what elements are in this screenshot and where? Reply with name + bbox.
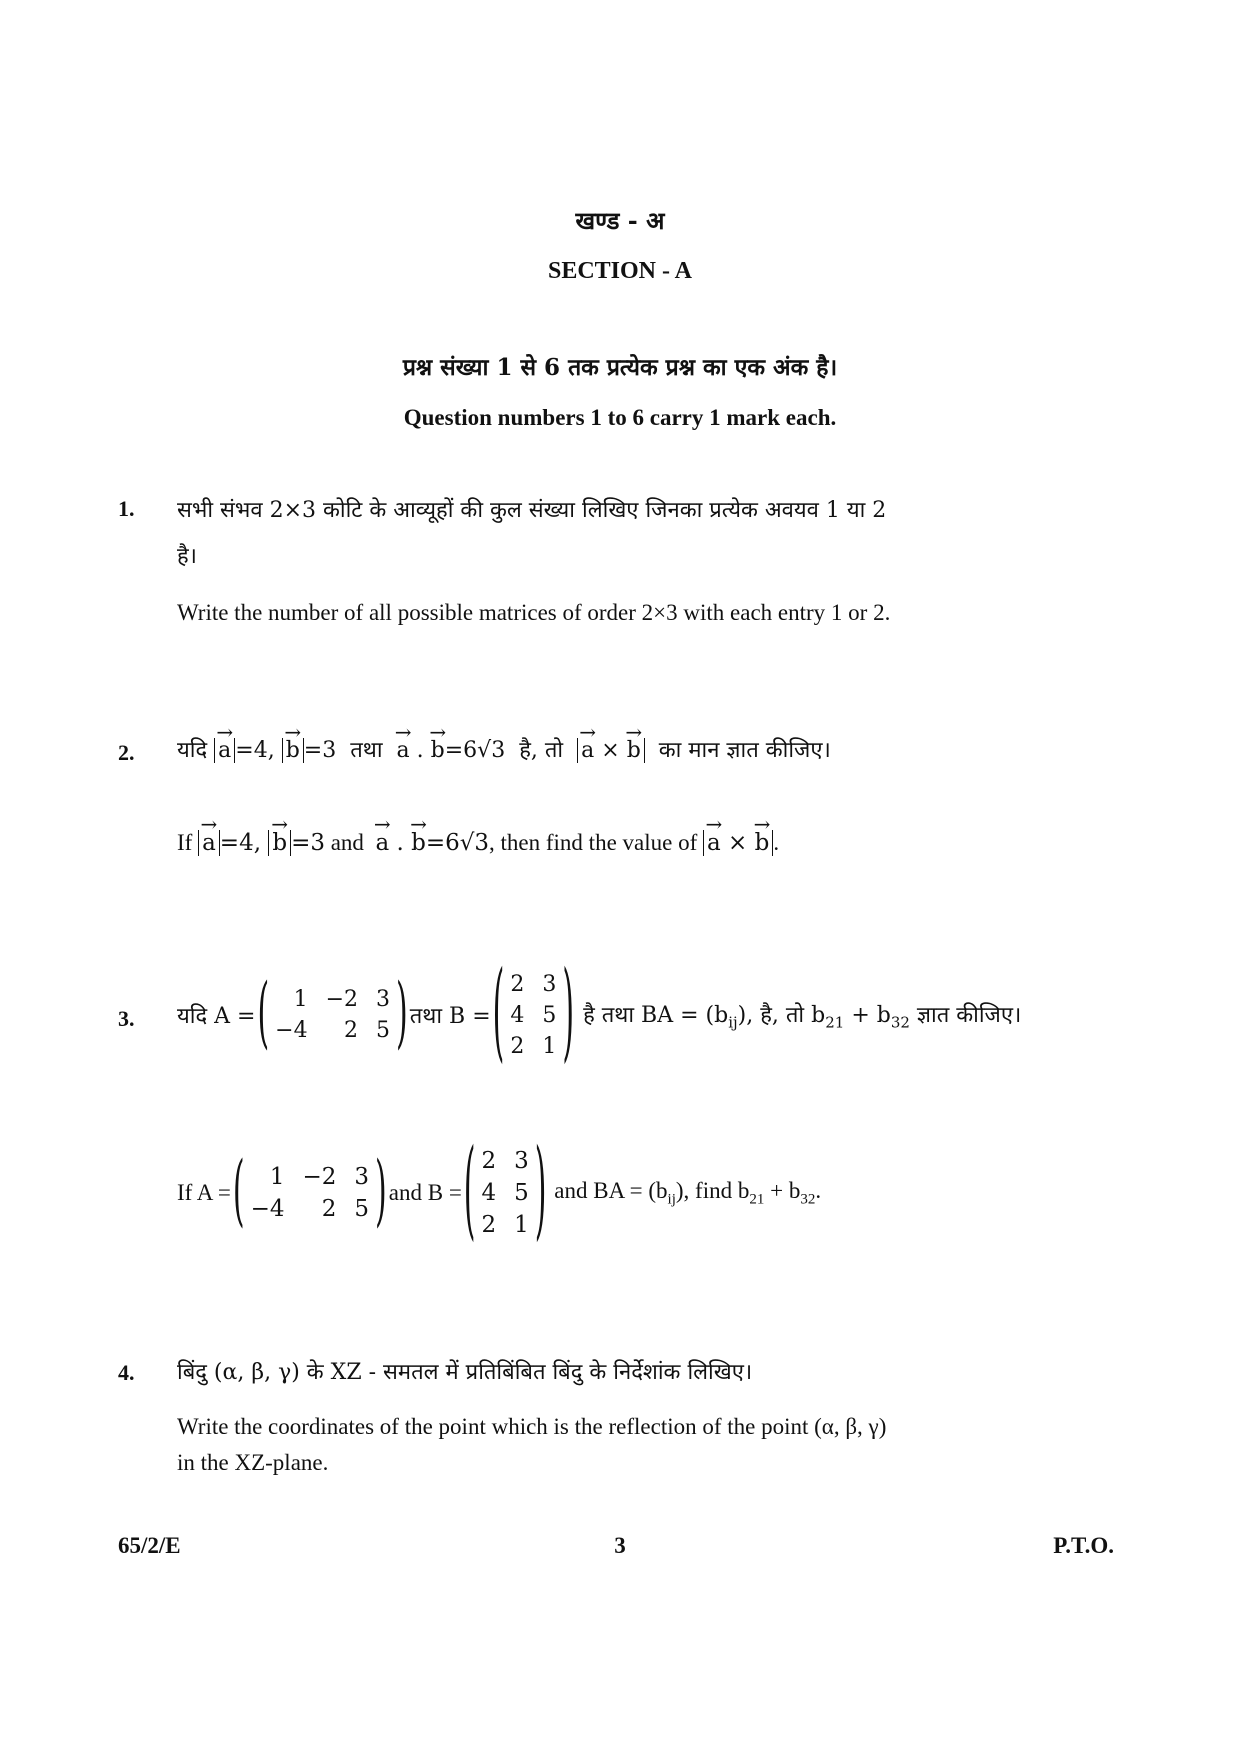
- q2-en-part-2: and: [330, 830, 364, 855]
- q2-hi-part-1: यदि: [177, 738, 208, 763]
- matrix-a-english: ( 1 −2 3 −4 2 5 ): [232, 1146, 387, 1238]
- q2-en-part-3: , then find the value of: [489, 830, 698, 855]
- matrix-b: ( 2 3 4 5 2 1 ): [492, 950, 575, 1077]
- matrix-a: ( 1 −2 3 −4 2 5 ): [257, 968, 408, 1060]
- question-1-hindi-line-2: है।: [177, 544, 198, 569]
- q3-en-part-1: If A =: [177, 1180, 231, 1205]
- matrix_B-entry: 2: [481, 1148, 497, 1174]
- matrix_A-entry: 2: [321, 1196, 337, 1222]
- matrix-b-english: ( 2 3 4 5 2 1 ): [463, 1128, 547, 1255]
- matrix_A-entry: −4: [275, 1018, 308, 1043]
- q2-en-magnitudes: → a =4, → b =3: [198, 830, 325, 856]
- q2-en-part-1: If: [177, 830, 193, 855]
- section-title-hindi: खण्ड - अ: [575, 206, 665, 235]
- matrix_A-entry: −2: [325, 987, 359, 1012]
- q3-hi-part-1: यदि A =: [177, 1004, 256, 1029]
- matrix_A-entry: 2: [344, 1018, 359, 1043]
- q2-en-dot-product: → a . → b=6√3: [375, 830, 489, 856]
- matrix_A-entry: 1: [293, 987, 308, 1012]
- paper-code: 65/2/E: [118, 1533, 181, 1558]
- q2-hi-part-3: है, तो: [519, 738, 564, 763]
- matrix_B-entry: 4: [510, 1002, 525, 1028]
- question-3-english: If A = ( 1 −2 3 −4 2 5 ) and B = ( 2 3 4 5 2 1 ) and BA = $(b_{ij})$, find $b_{21} + b_{32}$.: [177, 1128, 822, 1255]
- matrix_B-entry: 1: [514, 1212, 529, 1238]
- matrix_B-entry: 2: [510, 1033, 525, 1059]
- please-turn-over: P.T.O.: [1053, 1533, 1114, 1558]
- question-1-english: Write the number of all possible matrices of order 2×3 with each entry 1 or 2.: [177, 600, 891, 625]
- matrix_B-entry: 5: [514, 1180, 529, 1206]
- question-1-hindi-line-1: सभी संभव 2×3 कोटि के आव्यूहों की कुल संख्या लिखिए जिनका प्रत्येक अवयव 1 या 2: [177, 498, 887, 523]
- question-1-number: 1.: [118, 496, 135, 521]
- vector-a: → a: [218, 724, 231, 763]
- matrix_B-entry: 5: [542, 1002, 557, 1028]
- matrix_B-entry: 2: [481, 1212, 497, 1238]
- q3-hi-part-2: तथा B =: [409, 1004, 491, 1029]
- question-4-english-line-2: in the XZ-plane.: [177, 1450, 329, 1475]
- matrix_B-entry: 3: [542, 971, 557, 997]
- question-4-english-line-1: Write the coordinates of the point which is the reflection of the point (α, β, γ): [177, 1414, 887, 1439]
- matrix_B-entry: 4: [481, 1180, 497, 1206]
- question-2-number: 2.: [118, 740, 135, 765]
- q2-en-part-4: .: [773, 830, 780, 855]
- question-3-number: 3.: [118, 1006, 135, 1031]
- matrix_A-entry: −4: [250, 1196, 285, 1222]
- q2-hi-dot-product: → a . → b=6√3: [397, 738, 506, 763]
- matrix_A-entry: 5: [376, 1018, 391, 1043]
- matrix_A-entry: 3: [376, 987, 391, 1012]
- matrix_A-entry: 3: [354, 1164, 370, 1190]
- instruction-english: Question numbers 1 to 6 carry 1 mark each.: [403, 405, 837, 430]
- matrix_A-entry: −2: [302, 1164, 337, 1190]
- section-title-english: SECTION - A: [547, 258, 693, 284]
- matrix_A-entry: 1: [269, 1164, 285, 1190]
- instruction-hindi: प्रश्न संख्या 1 से 6 तक प्रत्येक प्रश्न का एक अंक है।: [402, 354, 838, 381]
- q2-hi-part-4: का मान ज्ञात कीजिए।: [658, 738, 831, 763]
- q2-hi-part-2: तथा: [350, 738, 383, 763]
- q2-hi-a-magnitude: → a =4, → b =3: [214, 738, 336, 763]
- matrix_B-entry: 2: [510, 971, 525, 997]
- matrix_A-entry: 5: [354, 1196, 370, 1222]
- question-2-english: [177, 816, 779, 856]
- question-4-hindi: बिंदु (α, β, γ) के XZ - समतल में प्रतिबिंबित बिंदु के निर्देशांक लिखिए।: [177, 1360, 753, 1385]
- q2-en-cross-product: → a × → b: [703, 830, 773, 856]
- q3-en-part-2: and B =: [388, 1180, 462, 1205]
- page-number: 3: [614, 1533, 626, 1558]
- matrix_B-entry: 1: [542, 1033, 557, 1059]
- q2-hi-cross-product: → a × → b: [577, 738, 645, 763]
- question-4-number: 4.: [118, 1360, 135, 1385]
- question-3-hindi: यदि A = ( 1 −2 3 −4 2 5 ) तथा B = ( 2 3 4 5 2 1 ) है तथा BA = $(b_{ij})$, है, तो $b_{21} + b_{32}$ ज्ञात कीजिए।: [177, 950, 1022, 1077]
- matrix_B-entry: 3: [514, 1148, 529, 1174]
- vector-b: → b: [286, 724, 300, 763]
- question-2-hindi: [177, 724, 831, 764]
